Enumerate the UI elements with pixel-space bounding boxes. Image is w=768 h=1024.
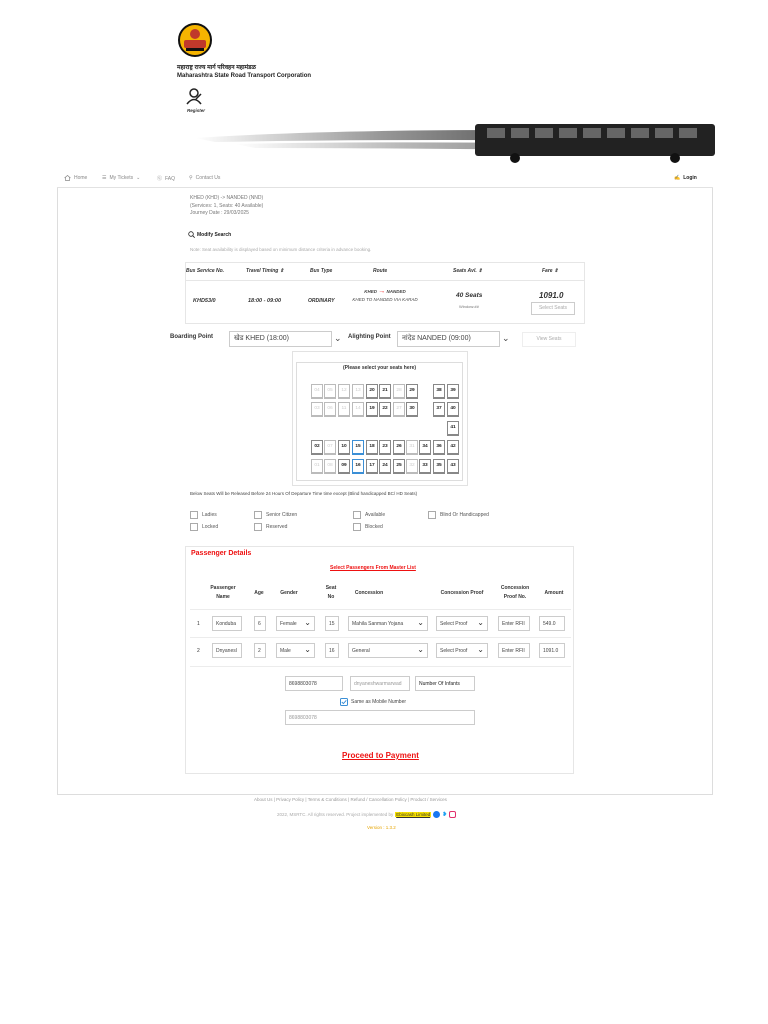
seat-29[interactable]: 29 <box>406 384 418 399</box>
chevron-down-icon: ⌄ <box>304 645 311 654</box>
legend-swatch <box>254 511 262 519</box>
seat-03: 03 <box>311 402 323 417</box>
seat-02[interactable]: 02 <box>311 440 323 455</box>
org-name-english: Maharashtra State Road Transport Corporation <box>177 73 312 79</box>
seat-28: 28 <box>393 384 405 399</box>
seat-43[interactable]: 43 <box>447 459 459 474</box>
login-icon: ✍ <box>674 175 681 181</box>
chevron-down-icon: ⌄ <box>136 175 141 181</box>
same-as-mobile-label: Same as Mobile Number <box>351 699 407 705</box>
nav-login-label: Login <box>683 175 697 181</box>
concession-value: General <box>352 648 370 654</box>
row-index: 1 <box>197 621 200 627</box>
legend-blind <box>428 511 489 519</box>
legend-swatch <box>190 523 198 531</box>
seat-14: 14 <box>352 402 364 417</box>
boarding-point-select[interactable]: खेड KHED (18:00) <box>229 331 332 347</box>
nav-home-label: Home <box>74 175 88 181</box>
row-index: 2 <box>197 648 200 654</box>
legend-swatch <box>254 523 262 531</box>
concession-proof-value: Select Proof <box>440 621 468 627</box>
chevron-down-icon: ⌄ <box>417 618 424 627</box>
seat-35[interactable]: 35 <box>433 459 445 474</box>
nav-my-tickets-label: My Tickets <box>109 175 134 181</box>
seat-24[interactable]: 24 <box>379 459 391 474</box>
col-service-no: Bus Service No. <box>186 268 225 274</box>
email-input[interactable]: dnyaneshwarmarwad <box>350 676 410 691</box>
seat-layout-title: (Please select your seats here) <box>342 365 417 371</box>
legend-available <box>353 511 385 519</box>
gender-value: Female <box>280 621 297 627</box>
ebixcash-link[interactable]: Ebixcash Limited <box>396 812 431 817</box>
col-route: Route <box>373 268 388 274</box>
fare-amount: 1091.0 <box>539 291 564 300</box>
col-age: Age <box>254 590 264 596</box>
checkbox-checked-icon <box>340 698 348 706</box>
passenger-details-title: Passenger Details <box>191 550 252 557</box>
seat-22[interactable]: 22 <box>379 402 391 417</box>
concession-proof-select[interactable] <box>436 616 488 631</box>
col-concession-proof: Concession Proof <box>440 590 484 596</box>
concession-proof-select[interactable] <box>436 643 488 658</box>
view-seats-button[interactable]: View Seats <box>522 332 576 347</box>
version-text: Version : 1.3.2 <box>367 825 396 830</box>
question-icon: ⓠ <box>157 176 163 182</box>
chevron-down-icon[interactable]: ⌄ <box>502 333 510 343</box>
gender-value: Male <box>280 648 291 654</box>
legend-ladies <box>190 511 217 519</box>
concession-select[interactable] <box>348 643 428 658</box>
seat-05: 05 <box>324 384 336 399</box>
amount-field: 1091.0 <box>539 643 565 658</box>
twitter-icon[interactable]: ❥ <box>442 812 448 818</box>
page-frame <box>57 188 58 795</box>
alighting-point-select[interactable]: नांदेड NANDED (09:00) <box>397 331 500 347</box>
trip-journey-date: Journey Date : 29/03/2025 <box>190 210 249 216</box>
seat-36[interactable]: 36 <box>433 440 445 455</box>
seat-15[interactable]: 15 <box>352 440 364 455</box>
seat-23[interactable]: 23 <box>379 440 391 455</box>
page-frame <box>712 188 713 795</box>
user-icon: ⚲ <box>189 175 193 181</box>
page-frame <box>57 794 713 795</box>
legend-senior <box>254 511 297 519</box>
chevron-down-icon: ⌄ <box>477 645 484 654</box>
passenger-details-panel <box>185 546 574 774</box>
legend-blocked <box>353 523 383 531</box>
seat-37[interactable]: 37 <box>433 402 445 417</box>
nav-home[interactable] <box>64 175 87 181</box>
arrow-right-icon: → <box>378 288 386 295</box>
age-input[interactable]: 6 <box>254 616 266 631</box>
seat-06: 06 <box>324 402 336 417</box>
proceed-to-payment-button[interactable]: Proceed to Payment <box>342 751 419 760</box>
chevron-down-icon: ⌄ <box>304 618 311 627</box>
seat-27: 27 <box>393 402 405 417</box>
msrtc-logo[interactable] <box>177 22 213 63</box>
bus-banner-image <box>175 118 715 166</box>
seat-16[interactable]: 16 <box>352 459 364 474</box>
trip-route: KHED (KHD) -> NANDED (NND) <box>190 195 264 201</box>
route-cell <box>350 288 420 304</box>
seat-32: 32 <box>406 459 418 474</box>
seats-available: 40 Seats <box>456 292 483 299</box>
gender-select[interactable] <box>276 643 315 658</box>
nav-contact[interactable] <box>189 175 220 181</box>
org-name-marathi: महाराष्ट्र राज्य मार्ग परिवहन महामंडळ <box>177 65 256 71</box>
footer-copyright <box>277 811 456 818</box>
instagram-icon[interactable] <box>449 811 456 818</box>
mobile-input[interactable]: 8698803078 <box>285 676 343 691</box>
seat-31: 31 <box>406 440 418 455</box>
seat-18[interactable]: 18 <box>366 440 378 455</box>
route-from: KHED <box>364 289 377 294</box>
route-via: KHED TO NANDED VIA KARAD <box>352 297 418 302</box>
col-fare-label: Fare <box>542 268 553 274</box>
col-seat-no: Seat No <box>325 585 337 600</box>
concession-proof-value: Select Proof <box>440 648 468 654</box>
amount-field: 549.0 <box>539 616 565 631</box>
seat-42[interactable]: 42 <box>447 440 459 455</box>
seat-38[interactable]: 38 <box>433 384 445 399</box>
col-seats-label: Seats Avl. <box>453 268 477 274</box>
boarding-point-label: Boarding Point <box>170 334 213 340</box>
legend-blind-label: Blind Or Handicapped <box>440 512 489 518</box>
copyright-text: 2022, MSRTC. All rights reserved. Project implemented by <box>277 812 394 817</box>
trip-info <box>190 195 263 218</box>
legend-blocked-label: Blocked <box>365 524 383 530</box>
menu-icon: ☰ <box>102 175 107 181</box>
seat-30[interactable]: 30 <box>406 402 418 417</box>
col-timing-label: Travel Timing <box>246 268 279 274</box>
seat-12: 12 <box>338 384 350 399</box>
age-input[interactable]: 2 <box>254 643 266 658</box>
seat-04: 04 <box>311 384 323 399</box>
legend-locked-label: Locked <box>202 524 219 530</box>
passenger-name-input[interactable]: Konduba <box>212 616 242 631</box>
nav-faq[interactable] <box>157 175 175 182</box>
seat-39[interactable]: 39 <box>447 384 459 399</box>
alighting-point-label: Alighting Point <box>348 334 391 340</box>
release-note: Below Seats Will be Released Before 24 Hours Of Departure Time time except (Blind handicapped BC/ HD Seats) <box>190 491 418 496</box>
nav-faq-label: FAQ <box>165 175 176 182</box>
whatsapp-input[interactable]: 8698803078 <box>285 710 475 725</box>
master-list-link[interactable]: Select Passengers From Master List <box>330 565 416 571</box>
legend-ladies-label: Ladies <box>202 512 217 518</box>
legend-reserved-label: Reserved <box>266 524 288 530</box>
modify-search-button[interactable] <box>188 231 231 238</box>
legend-locked <box>190 523 218 531</box>
col-gender: Gender <box>280 590 298 596</box>
seat-no-field: 16 <box>325 643 339 658</box>
travel-timing: 18:00 - 09:00 <box>248 298 282 304</box>
seat-no-field: 15 <box>325 616 339 631</box>
home-icon <box>64 175 71 181</box>
infants-label: Number Of Infants <box>419 681 460 687</box>
footer-links[interactable]: About Us | Privacy Policy | Terms & Conditions | Refund / Cancellation Policy | Product / Services <box>254 797 447 802</box>
legend-swatch <box>428 511 436 519</box>
seat-26[interactable]: 26 <box>393 440 405 455</box>
register-label[interactable]: Register <box>187 108 206 113</box>
passenger-name-input[interactable]: Dnyanesl <box>212 643 242 658</box>
legend-reserved <box>254 523 287 531</box>
seat-40[interactable]: 40 <box>447 402 459 417</box>
divider <box>190 637 571 638</box>
gender-select[interactable] <box>276 616 315 631</box>
same-as-mobile-checkbox[interactable] <box>340 698 406 706</box>
col-concession: Concession <box>354 590 384 596</box>
seat-17[interactable]: 17 <box>366 459 378 474</box>
concession-proof-no-input[interactable]: Enter RFII <box>498 616 530 631</box>
seat-07: 07 <box>324 440 336 455</box>
seat-13: 13 <box>352 384 364 399</box>
concession-value: Mahila Sanman Yojana <box>352 621 404 627</box>
seat-33[interactable]: 33 <box>419 459 431 474</box>
nav-my-tickets[interactable] <box>102 175 140 181</box>
seat-11: 11 <box>338 402 350 417</box>
modify-search-label: Modify Search <box>197 231 232 238</box>
seat-01: 01 <box>311 459 323 474</box>
legend-available-label: Available <box>365 512 386 518</box>
trip-services: (Services: 1, Seats: 40 Available) <box>190 202 264 209</box>
legend-senior-label: Senior Citizen <box>266 512 298 518</box>
legend-swatch <box>190 511 198 519</box>
service-no: KHD53/0 <box>193 298 216 304</box>
concession-select[interactable] <box>348 616 428 631</box>
seat-21[interactable]: 21 <box>379 384 391 399</box>
register-icon[interactable] <box>186 88 202 105</box>
search-icon <box>188 231 195 238</box>
seat-09[interactable]: 09 <box>338 459 350 474</box>
route-to: NANDED <box>386 289 406 294</box>
seat-20[interactable]: 20 <box>366 384 378 399</box>
divider <box>190 666 571 667</box>
col-fare[interactable]: Fare ⇕ <box>542 268 559 274</box>
infants-input[interactable] <box>415 676 475 691</box>
col-amount: Amount <box>544 590 564 596</box>
window-seats: Window:## <box>459 304 479 309</box>
col-passenger-name: Passenger Name <box>210 585 236 600</box>
col-concession-proof-no: Concession Proof No. <box>500 585 530 600</box>
seat-08: 08 <box>324 459 336 474</box>
bus-type: ORDINARY <box>308 298 335 304</box>
concession-proof-no-input[interactable]: Enter RFII <box>498 643 530 658</box>
availability-note: Note: Seat availability is displayed based on minimum distance criteria in advance booking. <box>190 247 372 252</box>
col-timing[interactable]: Travel Timing ⇕ <box>246 268 284 274</box>
nav-contact-label: Contact Us <box>195 175 221 181</box>
seat-10[interactable]: 10 <box>338 440 350 455</box>
seat-34[interactable]: 34 <box>419 440 431 455</box>
main-nav <box>57 170 713 188</box>
nav-login[interactable] <box>674 175 697 181</box>
col-seats[interactable]: Seats Avl. ⇕ <box>453 268 483 274</box>
legend-swatch <box>353 511 361 519</box>
divider <box>190 609 571 610</box>
bus-results-table <box>185 262 585 324</box>
col-bus-type: Bus Type <box>310 268 333 274</box>
chevron-down-icon[interactable]: ⌄ <box>334 333 342 343</box>
divider <box>185 280 585 281</box>
seat-41[interactable]: 41 <box>447 421 459 436</box>
facebook-icon[interactable] <box>433 811 440 818</box>
select-seats-button[interactable]: Select Seats <box>531 302 575 315</box>
chevron-down-icon: ⌄ <box>417 645 424 654</box>
seat-25[interactable]: 25 <box>393 459 405 474</box>
chevron-down-icon: ⌄ <box>477 618 484 627</box>
legend-swatch <box>353 523 361 531</box>
seat-19[interactable]: 19 <box>366 402 378 417</box>
